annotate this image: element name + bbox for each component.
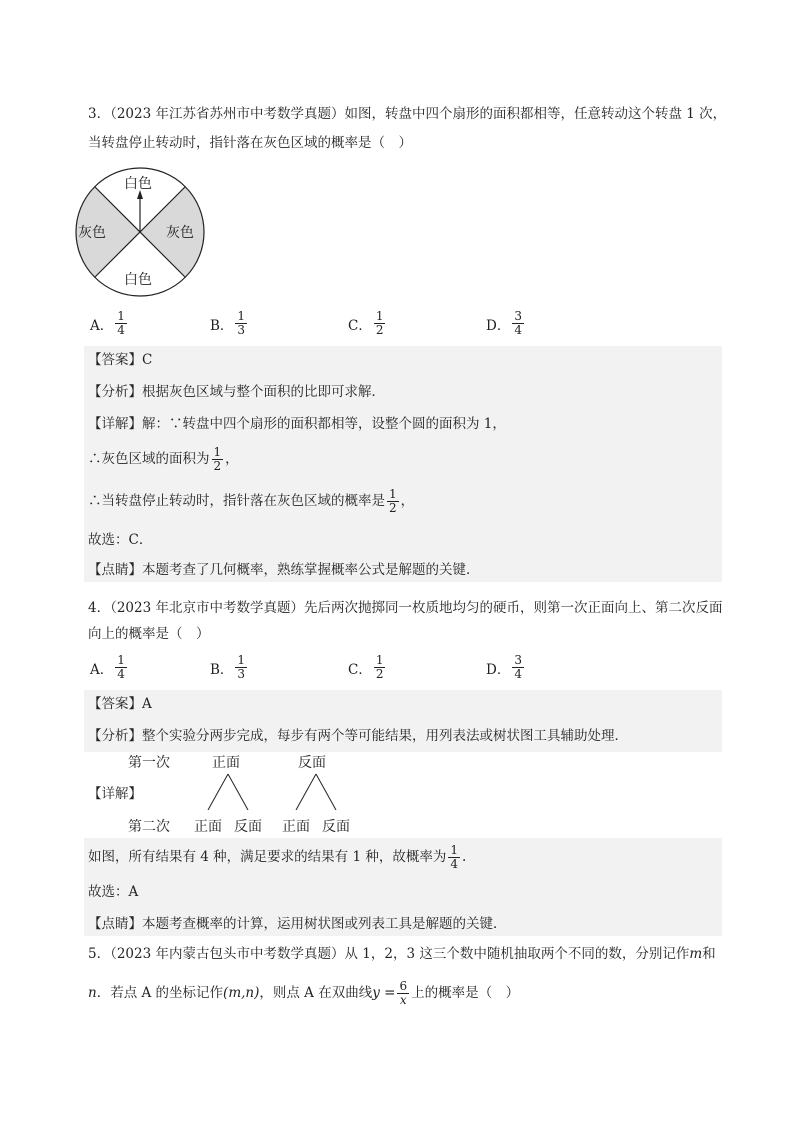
q3-detail: 【详解】解：∵转盘中四个扇形的面积都相等，设整个圆的面积为 1， [88, 416, 506, 432]
q3-step1: ∴灰色区域的面积为 $\frac{1}{2}$ ， [88, 445, 239, 473]
tree-leaf-3: 正面 [282, 819, 310, 835]
tree-leaf-2: 反面 [234, 819, 262, 835]
tree-leaf-4: 反面 [322, 819, 350, 835]
q4-choice: 故选：A [88, 884, 139, 900]
q3-option-d: D． $\frac{3}{4}$ [486, 309, 522, 337]
q3-stem-line2: 当转盘停止转动时，指针落在灰色区域的概率是（ ） [88, 135, 412, 151]
q3-choice: 故选：C． [88, 532, 153, 548]
q4-stem-line2: 向上的概率是（ ） [88, 626, 210, 642]
q5-stem-line2: n．若点 A 的坐标记作(m,n)，则点 A 在双曲线y = $\frac{6}{x}$ 上的概率是（ ） [88, 979, 520, 1007]
q4-option-c: C． $\frac{1}{2}$ [348, 653, 384, 681]
q4-answer: 【答案】A [88, 696, 152, 712]
q3-solution-block [84, 346, 722, 582]
tree-first-b: 反面 [298, 755, 326, 771]
q4-option-a: A． $\frac{1}{4}$ [90, 653, 125, 681]
q3-option-c: C． $\frac{1}{2}$ [348, 309, 384, 337]
tree-second-label: 第二次 [128, 819, 170, 835]
q3-comment: 【点睛】本题考查了几何概率，熟练掌握概率公式是解题的关键． [88, 562, 480, 578]
q3-step2: ∴当转盘停止转动时，指针落在灰色区域的概率是 $\frac{1}{2}$ ， [88, 487, 415, 515]
q4-result: 如图，所有结果有 4 种，满足要求的结果有 1 种，故概率为 $\frac{1}{4}$ . [88, 843, 467, 871]
q4-solution-block [84, 690, 722, 936]
tree-labels [84, 752, 722, 838]
spinner-label-left: 灰色 [78, 225, 106, 241]
q4-detail-tag: 【详解】 [88, 786, 142, 802]
spinner-label-right: 灰色 [166, 225, 194, 241]
q4-stem-line1: 4．（2023 年北京市中考数学真题）先后两次抛掷同一枚质地均匀的硬币，则第一次正面向上、第二次反面 [88, 600, 723, 616]
tree-leaf-1: 正面 [194, 819, 222, 835]
spinner-figure [72, 166, 208, 298]
q3-stem-line1: 3．（2023 年江苏省苏州市中考数学真题）如图，转盘中四个扇形的面积都相等，任意转动这个转盘 1 次， [88, 106, 727, 122]
q3-option-a: A． $\frac{1}{4}$ [90, 309, 125, 337]
q3-answer: 【答案】C [88, 352, 153, 368]
q4-option-b: B． $\frac{1}{3}$ [210, 653, 246, 681]
q4-comment: 【点睛】本题考查概率的计算，运用树状图或列表工具是解题的关键． [88, 916, 507, 932]
spinner-label-bottom: 白色 [124, 272, 152, 288]
q3-option-b: B． $\frac{1}{3}$ [210, 309, 246, 337]
q4-option-d: D． $\frac{3}{4}$ [486, 653, 522, 681]
tree-first-label: 第一次 [128, 755, 170, 771]
q5-stem-line1: 5．（2023 年内蒙古包头市中考数学真题）从 1，2，3 这三个数中随机抽取两个不同的数，分别记作m和 [88, 946, 716, 962]
q3-analysis: 【分析】根据灰色区域与整个面积的比即可求解． [88, 384, 385, 400]
spinner-label-top: 白色 [124, 176, 152, 192]
tree-first-a: 正面 [212, 755, 240, 771]
q4-analysis: 【分析】整个实验分两步完成，每步有两个等可能结果，用列表法或树状图工具辅助处理． [88, 728, 628, 744]
